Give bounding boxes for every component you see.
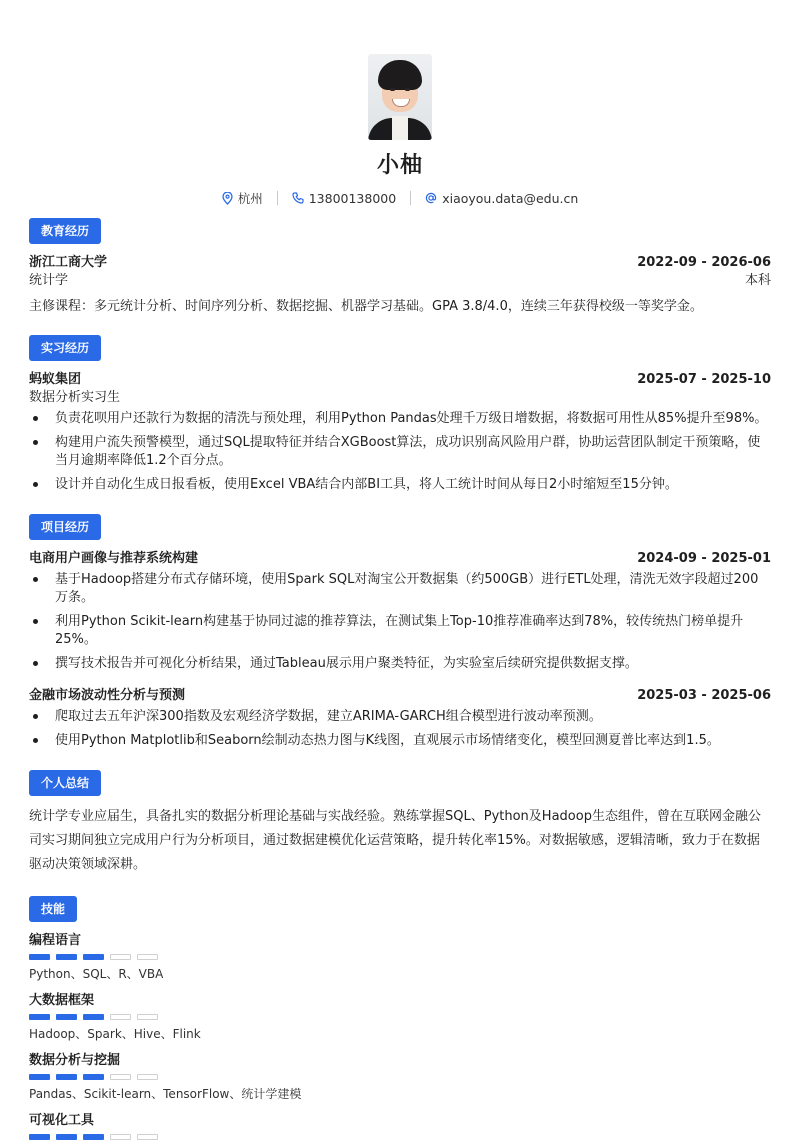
- skills-section: [29, 896, 771, 1140]
- project-period: 2024-09 - 2025-01: [637, 551, 771, 566]
- avatar: [368, 54, 432, 140]
- skill-level-segment: [29, 1134, 50, 1140]
- skill-name: 大数据框架: [29, 993, 95, 1008]
- skill-level-segment: [56, 954, 77, 960]
- skill-level-segment: [110, 1014, 131, 1020]
- contact-divider: [277, 191, 278, 205]
- summary-section: [29, 770, 771, 877]
- phone-icon: [292, 192, 304, 204]
- skill-level-segment: [137, 954, 158, 960]
- city-text: 杭州: [237, 191, 263, 206]
- list-item: 设计并自动化生成日报看板，使用Excel VBA结合内部BI工具，将人工统计时间从每日2小时缩短至15分钟。: [29, 476, 771, 494]
- project-title: 电商用户画像与推荐系统构建: [29, 551, 199, 566]
- skill-level-segment: [83, 1074, 104, 1080]
- skill-item: [29, 1052, 771, 1102]
- skill-level-segment: [137, 1134, 158, 1140]
- skill-name: 可视化工具: [29, 1113, 95, 1128]
- list-item: 使用Python Matplotlib和Seaborn绘制动态热力图与K线图，直观展示市场情绪变化，模型回测夏普比率达到1.5。: [29, 732, 771, 750]
- contact-info: [0, 189, 800, 207]
- section-tag-education: 教育经历: [29, 218, 101, 244]
- skill-level-segment: [83, 1134, 104, 1140]
- project-bullets: [29, 571, 771, 673]
- skill-level-bars: [29, 1014, 771, 1020]
- section-tag-skills: 技能: [29, 896, 77, 922]
- project-period: 2025-03 - 2025-06: [637, 688, 771, 703]
- resume-content: [29, 218, 771, 1140]
- contact-phone: [292, 191, 396, 206]
- skill-level-segment: [83, 1014, 104, 1020]
- skill-level-bars: [29, 1134, 771, 1140]
- skill-name: 数据分析与挖掘: [29, 1053, 121, 1068]
- skills-list: [29, 932, 771, 1140]
- projects-section: [29, 514, 771, 750]
- section-tag-internship: 实习经历: [29, 335, 101, 361]
- internship-role: 数据分析实习生: [29, 390, 121, 405]
- skill-level-segment: [137, 1074, 158, 1080]
- contact-email: [425, 191, 578, 206]
- resume-header: [0, 0, 800, 207]
- contact-divider: [410, 191, 411, 205]
- list-item: 构建用户流失预警模型，通过SQL提取特征并结合XGBoost算法，成功识别高风险用户群，协助运营团队制定干预策略，使当月逾期率降低1.2个百分点。: [29, 434, 771, 470]
- education-detail: 主修课程：多元统计分析、时间序列分析、数据挖掘、机器学习基础。GPA 3.8/4.0，连续三年获得校级一等奖学金。: [29, 299, 703, 314]
- project-title: 金融市场波动性分析与预测: [29, 688, 186, 703]
- contact-city: [222, 189, 263, 207]
- list-item: 爬取过去五年沪深300指数及宏观经济学数据，建立ARIMA-GARCH组合模型进行波动率预测。: [29, 708, 771, 726]
- email-text: xiaoyou.data@edu.cn: [442, 190, 579, 206]
- skill-level-segment: [29, 954, 50, 960]
- skill-detail: Pandas、Scikit-learn、TensorFlow、统计学建模: [29, 1087, 302, 1101]
- skill-level-bars: [29, 954, 771, 960]
- summary-text: 统计学专业应届生，具备扎实的数据分析理论基础与实战经验。熟练掌握SQL、Python及Hadoop生态组件，曾在互联网金融公司实习期间独立完成用户行为分析项目，通过数据建模优化运营策略，提升转化率15%。对数据敏感，逻辑清晰，致力于在数据驱动决策领域深耕。: [29, 809, 761, 872]
- list-item: 基于Hadoop搭建分布式存储环境，使用Spark SQL对淘宝公开数据集（约500GB）进行ETL处理，清洗无效字段超过200万条。: [29, 571, 771, 607]
- skill-detail: Hadoop、Spark、Hive、Flink: [29, 1027, 201, 1041]
- list-item: 负责花呗用户还款行为数据的清洗与预处理，利用Python Pandas处理千万级日增数据，将数据可用性从85%提升至98%。: [29, 410, 771, 428]
- skill-detail: Python、SQL、R、VBA: [29, 967, 164, 981]
- location-pin-icon: [222, 192, 233, 205]
- list-item: 撰写技术报告并可视化分析结果，通过Tableau展示用户聚类特征，为实验室后续研究提供数据支撑。: [29, 655, 771, 673]
- list-item: 利用Python Scikit-learn构建基于协同过滤的推荐算法，在测试集上Top-10推荐准确率达到78%，较传统热门榜单提升25%。: [29, 613, 771, 649]
- skill-level-segment: [137, 1014, 158, 1020]
- school-name: 浙江工商大学: [29, 255, 108, 270]
- skill-level-segment: [110, 954, 131, 960]
- major: 统计学: [29, 273, 69, 288]
- skill-level-segment: [56, 1014, 77, 1020]
- skill-level-segment: [110, 1134, 131, 1140]
- phone-text: 13800138000: [308, 190, 397, 206]
- skill-item: [29, 1112, 771, 1140]
- skill-level-segment: [56, 1074, 77, 1080]
- internship-section: [29, 335, 771, 494]
- internship-bullets: [29, 410, 771, 494]
- education-period: 2022-09 - 2026-06: [637, 255, 771, 270]
- internship-period: 2025-07 - 2025-10: [637, 372, 771, 387]
- skill-level-segment: [83, 954, 104, 960]
- education-section: [29, 218, 771, 316]
- company-name: 蚂蚁集团: [29, 372, 82, 387]
- candidate-name: 小柚: [376, 153, 423, 178]
- at-sign-icon: [425, 192, 437, 204]
- skill-item: [29, 932, 771, 982]
- skill-level-segment: [110, 1074, 131, 1080]
- project-bullets: [29, 708, 771, 750]
- skill-level-segment: [29, 1014, 50, 1020]
- skill-level-segment: [56, 1134, 77, 1140]
- skill-level-bars: [29, 1074, 771, 1080]
- skill-item: [29, 992, 771, 1042]
- section-tag-projects: 项目经历: [29, 514, 101, 540]
- skill-name: 编程语言: [29, 933, 82, 948]
- skill-level-segment: [29, 1074, 50, 1080]
- degree: 本科: [744, 273, 771, 288]
- section-tag-summary: 个人总结: [29, 770, 101, 796]
